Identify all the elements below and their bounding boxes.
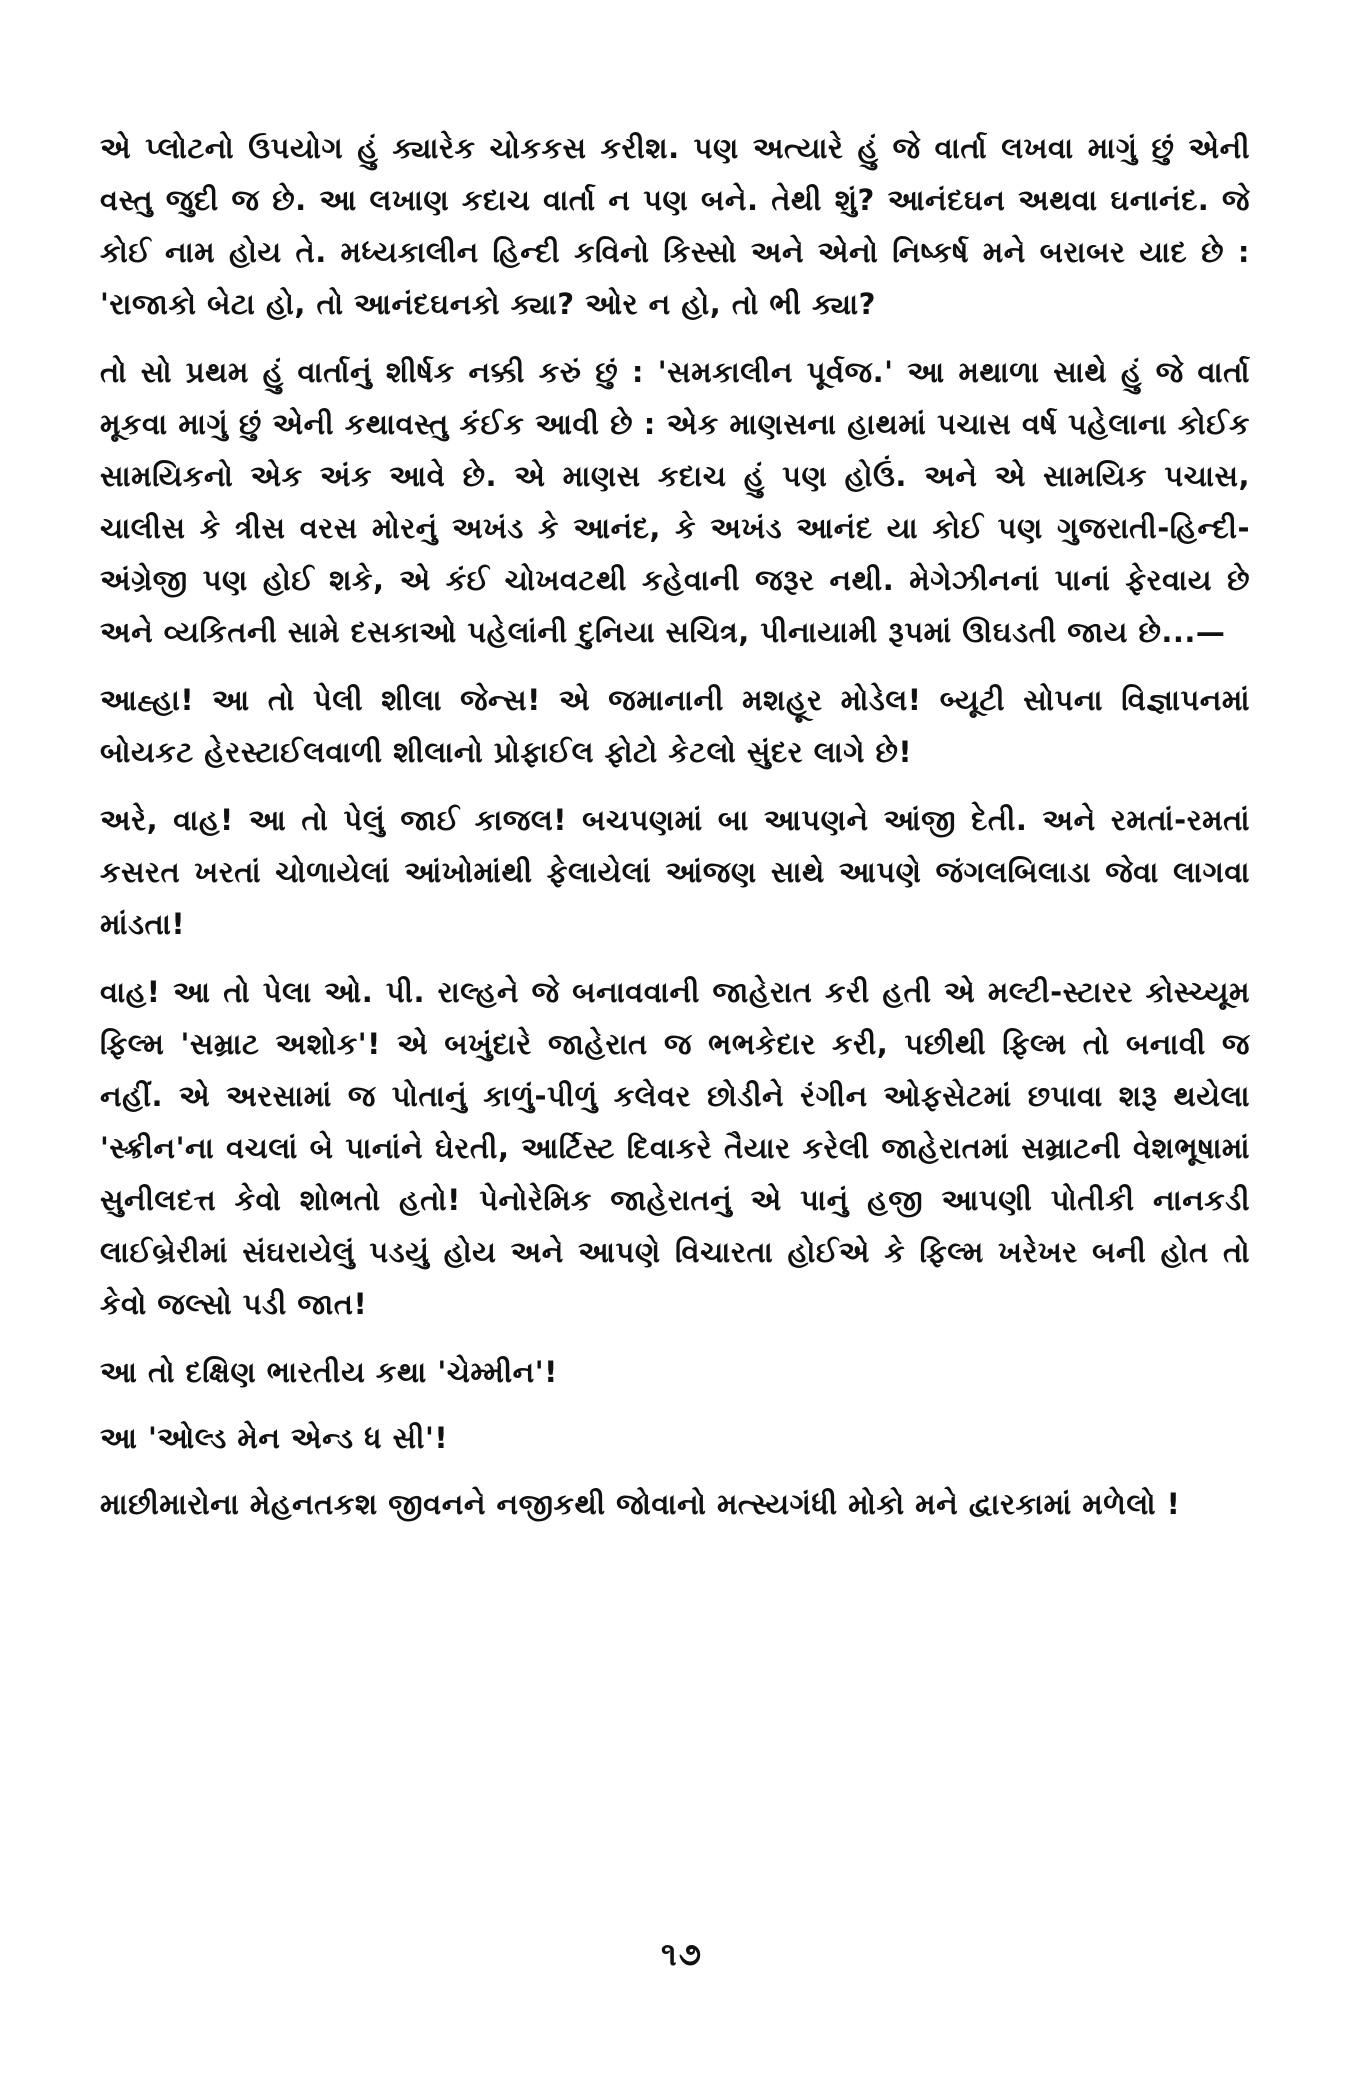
paragraph-samrat-ashok: વાહ! આ તો પેલા ઓ. પી. રાલ્હને જે બનાવવાની જાહેરાત કરી હતી એ મલ્ટી-સ્ટારર કોસ્ચ્યૂમ ફિલ્મ 'સમ્રાટ અશોક'! એ બખુંદારે જાહેરાત જ ભભકેદાર કરી, પછીથી ફિલ્મ તો બનાવી જ નહીં. એ અરસામાં જ પોતાનું કાળું-પીળું કલેવર છોડીને રંગીન ઓફસેટમાં છપાવા શરૂ થયેલા 'સ્ક્રીન'ના વચલાં બે પાનાંને ઘેરતી, આર્ટિસ્ટ દિવાકરે તૈયાર કરેલી જાહેરાતમાં સમ્રાટની વેશભૂષામાં સુનીલદત્ત કેવો શોભતો હતો! પેનોરેમિક જાહેરાતનું એ પાનું હજી આપણી પોતીકી નાનકડી લાઈબ્રેરીમાં સંઘરાયેલું પડયું હોય અને આપણે વિચારતા હોઈએ કે ફિલ્મ ખરેખર બની હોત તો કેવો જલ્સો પડી જાત! <box>100 975 1250 1321</box>
paragraph-kajal: અરે, વાહ! આ તો પેલું જાઈ કાજલ! બચપણમાં બા આપણને આંજી દેતી. અને રમતાં-રમતાં કસરત ખરતાં ચોળાયેલાં આંખોમાંથી ફેલાયેલાં આંજણ સાથે આપણે જંગલબિલાડા જેવા લાગવા માંડતા! <box>100 803 1250 941</box>
page-number: ૧૭ <box>661 1935 703 1973</box>
paragraph-plot-intro: એ પ્લોટનો ઉપયોગ હું ક્યારેક ચોકકસ કરીશ. પણ અત્યારે હું જે વાર્તા લખવા માગું છું એની વસ્તુ જુદી જ છે. આ લખાણ કદાચ વાર્તા ન પણ બને. તેથી શું? આનંદઘન અથવા ઘનાનંદ. જે કોઈ નામ હોય તે. મધ્યકાલીન હિન્દી કવિનો કિસ્સો અને એનો નિષ્કર્ષ મને બરાબર યાદ છે : 'રાજાકો બેટા હો, તો આનંદઘનકો ક્યા? ઓર ન હો, તો ભી ક્યા? <box>100 131 1250 321</box>
paragraph-story-outline: તો સો પ્રથમ હું વાર્તાનું શીર્ષક નક્કી કરું છું : 'સમકાલીન પૂર્વજ.' આ મથાળા સાથે હું જે વાર્તા મૂકવા માગું છું એની કથાવસ્તુ કંઈક આવી છે : એક માણસના હાથમાં પચાસ વર્ષ પહેલાના કોઈક સામયિકનો એક અંક આવે છે. એ માણસ કદાચ હું પણ હોઉં. અને એ સામયિક પચાસ, ચાલીસ કે ત્રીસ વરસ મોરનું અખંડ કે આનંદ, કે અખંડ આનંદ યા કોઈ પણ ગુજરાતી-હિન્દી-અંગ્રેજી પણ હોઈ શકે, એ કંઈ ચોખવટથી કહેવાની જરૂર નથી. મેગેઝીનનાં પાનાં ફેરવાય છે અને વ્યકિતની સામે દસકાઓ પહેલાંની દુનિયા સચિત્ર, પીનાયામી રૂપમાં ઊઘડતી જાય છે...— <box>100 355 1250 649</box>
paragraph-chemmeen: આ તો દક્ષિણ ભારતીય કથા 'ચેમ્મીન'! <box>100 1355 558 1389</box>
paragraph-old-man-sea: આ 'ઓલ્ડ મેન એન્ડ ધ સી'! <box>100 1421 449 1455</box>
paragraph-sheila-jenes: આહ્હા! આ તો પેલી શીલા જેન્સ! એ જમાનાની મશહૂર મોડેલ! બ્યૂટી સોપના વિજ્ઞાપનમાં બોયકટ હેરસ્ટાઈલવાળી શીલાનો પ્રોફાઈલ ફોટો કેટલો સુંદર લાગે છે! <box>100 683 1250 769</box>
paragraph-fishermen: માછીમારોના મેહનતકશ જીવનને નજીકથી જોવાનો મત્સ્યગંધી મોકો મને દ્વારકામાં મળેલો ! <box>100 1487 1181 1521</box>
page-body <box>100 122 1250 1546</box>
